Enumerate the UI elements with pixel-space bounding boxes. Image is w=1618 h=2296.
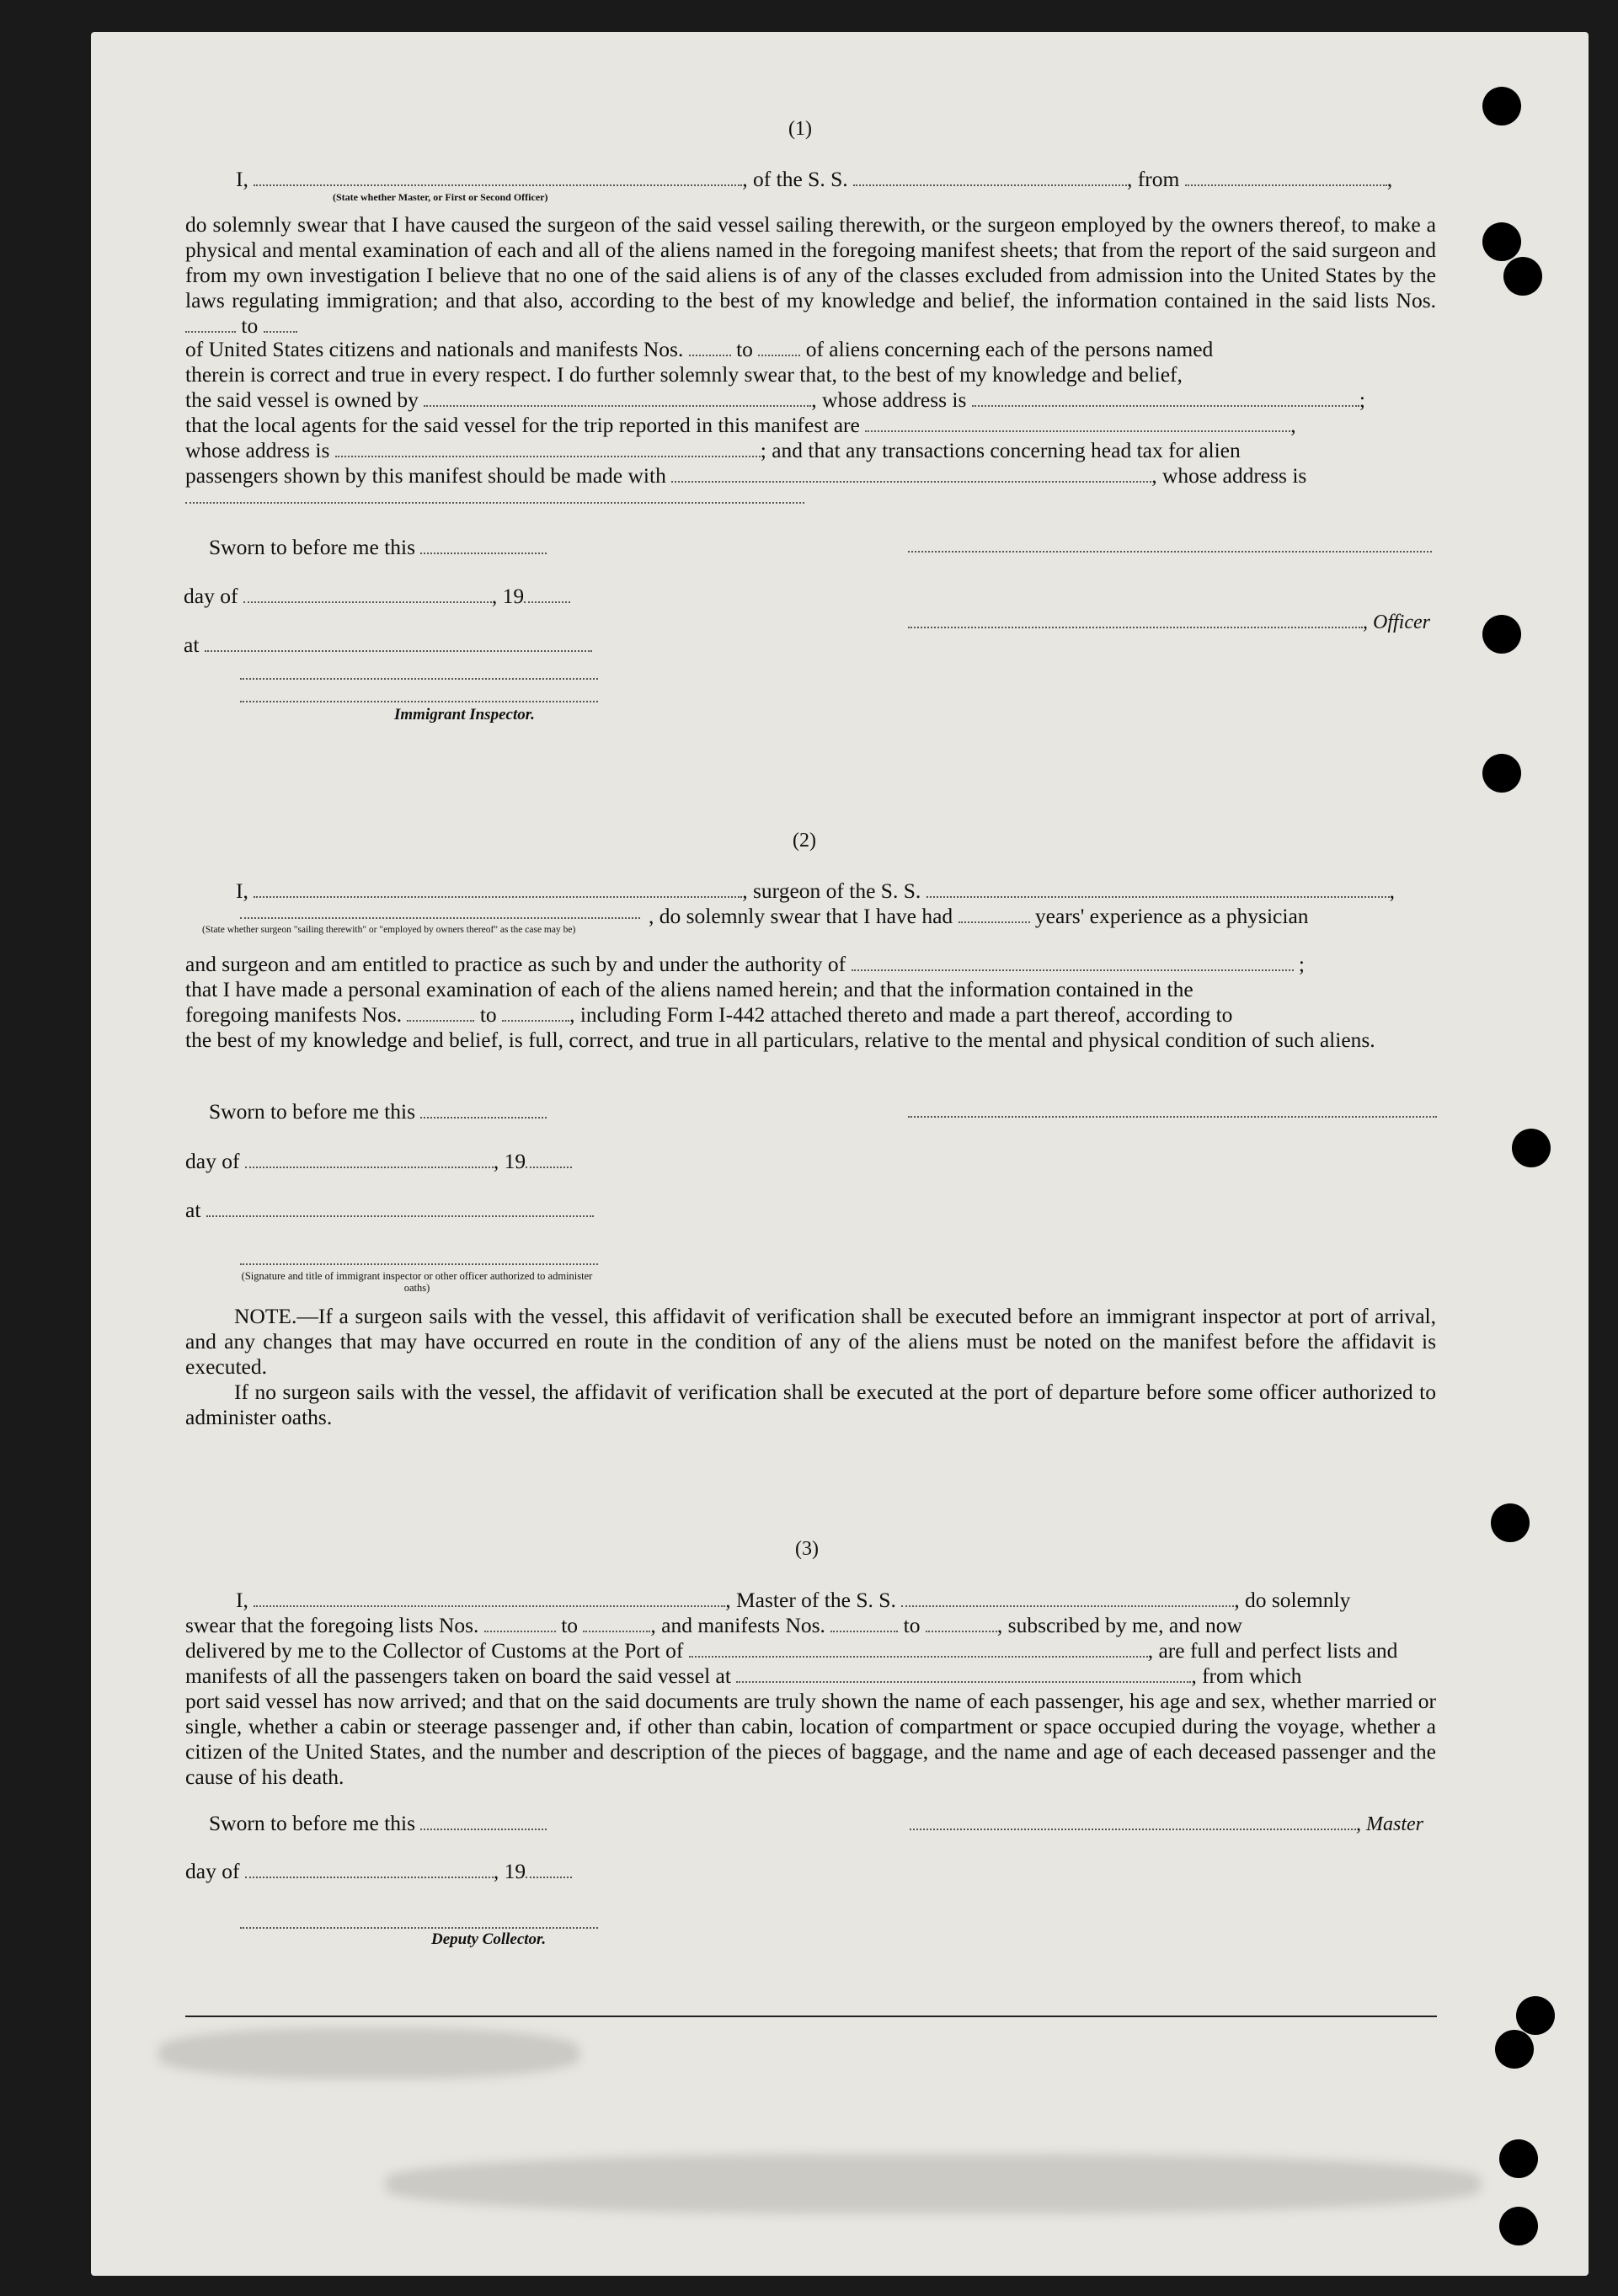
blank-field[interactable] (420, 539, 547, 554)
note-text: NOTE.—If a surgeon sails with the vessel, this affidavit of verification shall be executed before an immigrant inspector at port of arrival, and any changes that may have occurred en route in the condition of any of the aliens must be noted on the manifest before the affidavit is executed. (185, 1304, 1436, 1379)
section-2-authority-line (185, 952, 1305, 977)
note-text: If no surgeon sails with the vessel, the affidavit of verification shall be executed at the port of departure before some officer authorized to administer oaths. (185, 1380, 1436, 1429)
punch-hole (1499, 2207, 1538, 2245)
section-2-note-second (185, 1380, 1436, 1430)
text: , whose address is (1151, 463, 1307, 488)
punch-hole (1495, 2030, 1534, 2069)
blank-field[interactable] (424, 392, 811, 407)
immigrant-inspector-label: Immigrant Inspector. (394, 706, 535, 724)
text: whose address is (185, 438, 330, 462)
blank-field[interactable] (254, 883, 742, 898)
text: at (184, 633, 200, 657)
blank-field[interactable] (206, 1202, 594, 1217)
master-label: , Master (1356, 1813, 1423, 1835)
section-2-foregoing-line (185, 1002, 1232, 1028)
section-1-caption: (State whether Master, or First or Second Officer) (333, 191, 548, 203)
blank-field[interactable] (526, 1153, 572, 1168)
text: , (1290, 413, 1296, 437)
section-1-address-line (185, 438, 1241, 463)
blank-field[interactable] (185, 502, 804, 504)
text: and surgeon and am entitled to practice as such by and under the authority of (185, 952, 846, 976)
section-1-owner-line (185, 387, 1365, 413)
blank-field[interactable] (524, 588, 570, 603)
blank-field[interactable] (484, 1617, 556, 1632)
blank-field[interactable] (502, 1007, 569, 1022)
blank-field[interactable] (865, 417, 1290, 432)
section-2-number: (2) (793, 830, 816, 852)
punch-hole (1503, 257, 1542, 296)
blank-field[interactable] (830, 1617, 898, 1632)
text: Sworn to before me this (209, 1811, 416, 1835)
bleed-through-smudge (158, 2028, 579, 2079)
blank-field[interactable] (205, 637, 592, 652)
text: , do solemnly (1234, 1588, 1351, 1612)
section-1-agents-line (185, 413, 1296, 438)
text: , including Form I-442 attached thereto and made a part thereof, according to (569, 1002, 1233, 1027)
section-1-officer-line (908, 609, 1430, 634)
deputy-collector-label: Deputy Collector. (431, 1930, 547, 1948)
blank-field[interactable] (335, 442, 761, 457)
punch-hole (1516, 1996, 1555, 2035)
punch-hole (1482, 754, 1521, 793)
punch-hole (1512, 1129, 1551, 1167)
text: to (479, 1002, 497, 1027)
text: , surgeon of the S. S. (742, 878, 921, 903)
section-1-day (184, 584, 570, 609)
section-3-sworn (209, 1811, 547, 1836)
blank-field[interactable] (689, 341, 731, 356)
text: ; and that any transactions concerning head tax for alien (760, 438, 1241, 462)
blank-field[interactable] (254, 1592, 725, 1607)
signature-line[interactable] (240, 1927, 598, 1929)
section-1-passengers-line (185, 463, 1306, 489)
text: years' experience as a physician (1034, 904, 1309, 928)
text: the said vessel is owned by (185, 387, 419, 412)
blank-field[interactable] (758, 341, 800, 356)
text: to (241, 313, 259, 338)
section-2-experience-line (649, 904, 1309, 929)
section-1-body (185, 212, 1436, 339)
section-3-lists-line (185, 1613, 1242, 1638)
text: , are full and perfect lists and (1147, 1638, 1398, 1663)
section-3-master-signature (910, 1811, 1423, 1836)
blank-field[interactable] (245, 1863, 494, 1878)
text: at (185, 1198, 201, 1222)
section-3-body: port said vessel has now arrived; and that on the said documents are truly shown the name of each passenger, his age and sex, whether married or single, whether a cabin or steerage passenger and, if other than cabin, location of compartment or space occupied during the voyage, whether a citizen of the United States, and the number and description of the pieces of baggage, and the name and age of each deceased passenger and the cause of his death. (185, 1689, 1436, 1789)
section-2-note (185, 1304, 1436, 1380)
blank-field[interactable] (671, 467, 1151, 483)
section-1-manifests-line (185, 337, 1213, 362)
text: , do solemnly swear that I have had (649, 904, 953, 928)
section-1-master-line (236, 167, 1392, 192)
blank-field[interactable] (972, 392, 1359, 407)
text: , (1389, 878, 1396, 903)
text: , and manifests Nos. (650, 1613, 825, 1637)
text: I, (236, 167, 248, 191)
text: ; (1298, 952, 1305, 976)
text: I, (236, 1588, 248, 1612)
punch-hole (1482, 87, 1521, 125)
blank-field[interactable] (243, 588, 492, 603)
section-2-signer-caption: (Signature and title of immigrant inspector or other officer authorized to administer oaths) (241, 1270, 593, 1294)
text: , 19 (493, 1859, 526, 1883)
blank-field[interactable] (245, 1153, 494, 1168)
text: , 19 (491, 584, 525, 608)
blank-field[interactable] (240, 917, 640, 919)
blank-field[interactable] (689, 1642, 1148, 1658)
text: to (561, 1613, 579, 1637)
section-2-day (185, 1149, 572, 1174)
blank-field[interactable] (901, 1592, 1234, 1607)
blank-field[interactable] (926, 1617, 997, 1632)
signature-line[interactable] (908, 1116, 1437, 1118)
text: manifests of all the passengers taken on board the said vessel at (185, 1663, 731, 1688)
text: foregoing manifests Nos. (185, 1002, 403, 1027)
section-2-caption: (State whether surgeon "sailing therewith" or "employed by owners thereof" as the case may be) (202, 925, 576, 935)
signature-line[interactable] (240, 701, 598, 702)
text: , 19 (493, 1149, 526, 1173)
blank-field[interactable] (526, 1863, 572, 1878)
punch-hole (1482, 615, 1521, 654)
text: day of (184, 584, 238, 608)
text: swear that the foregoing lists Nos. (185, 1613, 479, 1637)
text: , from (1127, 167, 1180, 191)
text: day of (185, 1859, 240, 1883)
section-1-at (184, 633, 592, 658)
text: that the local agents for the said vessel for the trip reported in this manifest are (185, 413, 860, 437)
text: do solemnly swear that I have caused the surgeon of the said vessel sailing therewith, or the surgeon employed by the owners thereof, to make a physical and mental examination of each and all of the aliens named in the foregoing manifest sheets; that from the report of the said surgeon and from my own investigation I believe that no one of the said aliens is of any of the classes excluded from admission into the United States by the laws regulating immigration; and that also, according to the best of my knowledge and belief, the information contained in the said lists Nos. (185, 212, 1436, 312)
signature-line[interactable] (240, 1263, 598, 1265)
punch-hole (1491, 1503, 1530, 1542)
section-1-number: (1) (788, 118, 812, 140)
signature-line[interactable] (908, 613, 1363, 628)
text: , Master of the S. S. (725, 1588, 896, 1612)
blank-field[interactable] (420, 1103, 547, 1119)
text: of United States citizens and nationals and manifests Nos. (185, 337, 684, 361)
section-3-number: (3) (795, 1538, 819, 1560)
blank-field[interactable] (1185, 171, 1387, 186)
text: delivered by me to the Collector of Customs at the Port of (185, 1638, 684, 1663)
blank-field[interactable] (420, 1815, 547, 1830)
signature-line[interactable] (908, 551, 1432, 553)
blank-field[interactable] (583, 1617, 650, 1632)
blank-field[interactable] (254, 171, 742, 186)
section-3-day (185, 1859, 572, 1884)
text: , (1386, 167, 1393, 191)
blank-field[interactable] (407, 1007, 474, 1022)
bottom-rule (185, 2016, 1437, 2017)
officer-label: , Officer (1363, 611, 1430, 633)
section-1-therein-line: therein is correct and true in every respect. I do further solemnly swear that, to the best of my knowledge and belief, (185, 362, 1183, 387)
blank-field[interactable] (264, 318, 297, 333)
text: I, (236, 878, 248, 903)
text: day of (185, 1149, 240, 1173)
blank-field[interactable] (959, 908, 1030, 923)
section-2-sworn (209, 1099, 547, 1124)
punch-hole (1482, 222, 1521, 261)
blank-field[interactable] (240, 678, 598, 680)
blank-field[interactable] (926, 883, 1390, 898)
section-3-master-line (236, 1588, 1350, 1613)
text: of aliens concerning each of the persons named (805, 337, 1214, 361)
text: to (736, 337, 753, 361)
section-3-delivered-line (185, 1638, 1397, 1663)
section-2-best-of: the best of my knowledge and belief, is full, correct, and true in all particulars, relative to the mental and physical condition of such aliens. (185, 1028, 1375, 1052)
blank-field[interactable] (736, 1668, 1191, 1683)
text: , of the S. S. (742, 167, 848, 191)
blank-field[interactable] (852, 956, 1294, 971)
text: Sworn to before me this (209, 1099, 416, 1124)
punch-hole (1499, 2139, 1538, 2178)
text: , from which (1191, 1663, 1302, 1688)
signature-line[interactable] (910, 1815, 1356, 1830)
text: passengers shown by this manifest should be made with (185, 463, 666, 488)
blank-field[interactable] (853, 171, 1127, 186)
text: Sworn to before me this (209, 535, 416, 559)
section-2-examination-line: that I have made a personal examination of each of the aliens named herein; and that the information contained in the (185, 977, 1193, 1001)
section-2-surgeon-line (236, 878, 1395, 904)
text: to (903, 1613, 921, 1637)
section-3-manifests-line (185, 1663, 1301, 1689)
text: , subscribed by me, and now (996, 1613, 1242, 1637)
text: ; (1359, 387, 1365, 412)
text: , whose address is (811, 387, 967, 412)
bleed-through-smudge (386, 2155, 1481, 2213)
section-1-sworn (209, 535, 547, 560)
section-2-at (185, 1198, 594, 1223)
blank-field[interactable] (185, 318, 236, 333)
